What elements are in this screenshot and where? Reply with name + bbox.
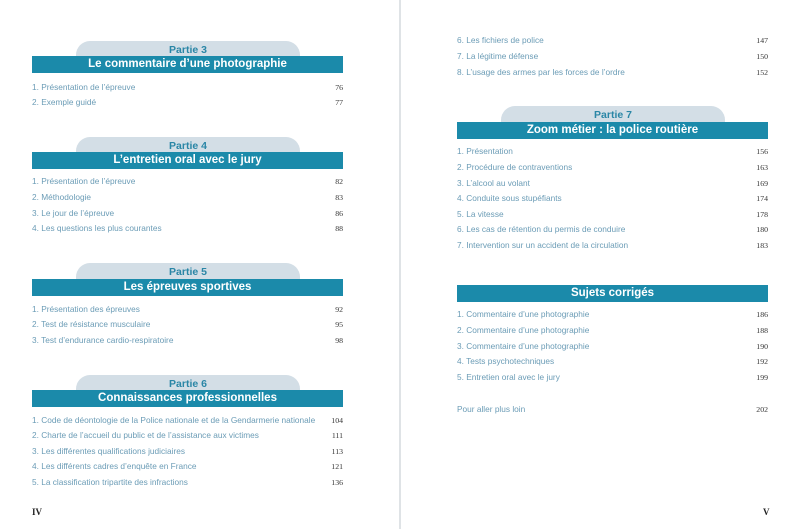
entry-title: 1. Présentation des épreuves: [32, 304, 140, 314]
toc-entry[interactable]: [457, 340, 768, 353]
section-title: L’entretien oral avec le jury: [32, 152, 343, 169]
left-page: [0, 0, 399, 529]
part-label: Partie 4: [76, 137, 300, 155]
entry-page: 180: [756, 225, 768, 234]
toc-entry[interactable]: [457, 177, 768, 190]
entry-page: 136: [331, 478, 343, 487]
entry-title: 5. La vitesse: [457, 209, 504, 219]
entry-title: 2. Exemple guidé: [32, 97, 97, 107]
entry-title: 6. Les cas de rétention du permis de conduire: [457, 224, 626, 234]
entry-title: 4. Les différents cadres d’enquête en France: [32, 461, 197, 471]
section-title: Le commentaire d’une photographie: [32, 56, 343, 73]
entry-page: 98: [335, 336, 343, 345]
page-number-right: V: [763, 507, 770, 517]
entry-page: 152: [756, 68, 768, 77]
entry-page: 202: [756, 405, 768, 414]
entry-page: 111: [331, 431, 343, 440]
toc-entry[interactable]: [32, 429, 343, 442]
entry-page: 178: [756, 210, 768, 219]
entry-title: 7. Intervention sur un accident de la circulation: [457, 240, 629, 250]
entry-page: 88: [335, 224, 343, 233]
entry-title: 3. L’alcool au volant: [457, 178, 530, 188]
toc-entry[interactable]: [32, 318, 343, 331]
entry-title: 4. Les questions les plus courantes: [32, 223, 162, 233]
toc-entry[interactable]: [32, 81, 343, 94]
toc-entry-further-reading[interactable]: [457, 403, 768, 416]
section-title: Les épreuves sportives: [32, 279, 343, 296]
section-title: Sujets corrigés: [457, 285, 768, 302]
entry-title: 4. Conduite sous stupéfiants: [457, 193, 562, 203]
toc-entry[interactable]: [457, 161, 768, 174]
toc-entry[interactable]: [457, 192, 768, 205]
part-label: Partie 7: [501, 106, 725, 124]
entry-title: 6. Les fichiers de police: [457, 35, 544, 45]
entry-title: 2. Test de résistance musculaire: [32, 319, 151, 329]
part-label: Partie 3: [76, 41, 300, 59]
toc-entry[interactable]: [32, 96, 343, 109]
entry-page: 77: [335, 98, 343, 107]
entry-title: 7. La légitime défense: [457, 51, 539, 61]
entry-title: 1. Code de déontologie de la Police nationale et de la Gendarmerie nationale: [32, 415, 316, 425]
page-number-left: IV: [32, 507, 43, 517]
entry-page: 95: [335, 320, 343, 329]
entry-title: 2. Charte de l’accueil du public et de l’assistance aux victimes: [32, 430, 259, 440]
toc-entry[interactable]: [457, 308, 768, 321]
entry-title: 1. Présentation de l’épreuve: [32, 176, 136, 186]
toc-entry[interactable]: [457, 324, 768, 337]
toc-entry[interactable]: [457, 223, 768, 236]
entry-page: 183: [756, 241, 768, 250]
toc-entry[interactable]: [457, 208, 768, 221]
toc-entry[interactable]: [457, 34, 768, 47]
toc-entry[interactable]: [32, 414, 343, 427]
entry-page: 188: [756, 326, 768, 335]
entry-page: 83: [335, 193, 343, 202]
entry-title: Pour aller plus loin: [457, 404, 526, 414]
entry-page: 190: [756, 342, 768, 351]
toc-entry[interactable]: [457, 50, 768, 63]
toc-entry[interactable]: [457, 355, 768, 368]
part-label: Partie 5: [76, 263, 300, 281]
toc-entry[interactable]: [32, 222, 343, 235]
entry-title: 1. Présentation: [457, 146, 513, 156]
toc-entry[interactable]: [457, 66, 768, 79]
entry-page: 121: [331, 462, 343, 471]
toc-entry[interactable]: [32, 334, 343, 347]
toc-entry[interactable]: [32, 191, 343, 204]
entry-page: 150: [756, 52, 768, 61]
toc-entry[interactable]: [457, 145, 768, 158]
entry-page: 104: [331, 416, 343, 425]
entry-page: 169: [756, 179, 768, 188]
part-label: Partie 6: [76, 375, 300, 393]
toc-entry[interactable]: [457, 239, 768, 252]
entry-title: 2. Méthodologie: [32, 192, 92, 202]
toc-entry[interactable]: [32, 445, 343, 458]
toc-entry[interactable]: [32, 303, 343, 316]
entry-title: 3. Test d’endurance cardio-respiratoire: [32, 335, 174, 345]
section-title: Zoom métier : la police routière: [457, 122, 768, 139]
entry-page: 192: [756, 357, 768, 366]
toc-entry[interactable]: [32, 175, 343, 188]
entry-page: 76: [335, 83, 343, 92]
entry-title: 1. Présentation de l’épreuve: [32, 82, 136, 92]
right-page: [401, 0, 800, 529]
toc-entry[interactable]: [457, 371, 768, 384]
entry-title: 3. Les différentes qualifications judiciaires: [32, 446, 185, 456]
section-title: Connaissances professionnelles: [32, 390, 343, 407]
entry-page: 147: [756, 36, 768, 45]
entry-page: 199: [756, 373, 768, 382]
entry-title: 5. La classification tripartite des infractions: [32, 477, 188, 487]
entry-page: 82: [335, 177, 343, 186]
entry-page: 174: [756, 194, 768, 203]
entry-title: 2. Commentaire d’une photographie: [457, 325, 590, 335]
entry-page: 156: [756, 147, 768, 156]
entry-title: 2. Procédure de contraventions: [457, 162, 573, 172]
toc-entry[interactable]: [32, 207, 343, 220]
entry-title: 8. L’usage des armes par les forces de l’ordre: [457, 67, 625, 77]
entry-title: 5. Entretien oral avec le jury: [457, 372, 560, 382]
entry-title: 1. Commentaire d’une photographie: [457, 309, 590, 319]
entry-page: 86: [335, 209, 343, 218]
entry-title: 4. Tests psychotechniques: [457, 356, 555, 366]
toc-entry[interactable]: [32, 460, 343, 473]
toc-entry[interactable]: [32, 476, 343, 489]
entry-page: 113: [331, 447, 343, 456]
entry-page: 186: [756, 310, 768, 319]
entry-title: 3. Le jour de l’épreuve: [32, 208, 115, 218]
entry-page: 92: [335, 305, 343, 314]
entry-page: 163: [756, 163, 768, 172]
entry-title: 3. Commentaire d’une photographie: [457, 341, 590, 351]
